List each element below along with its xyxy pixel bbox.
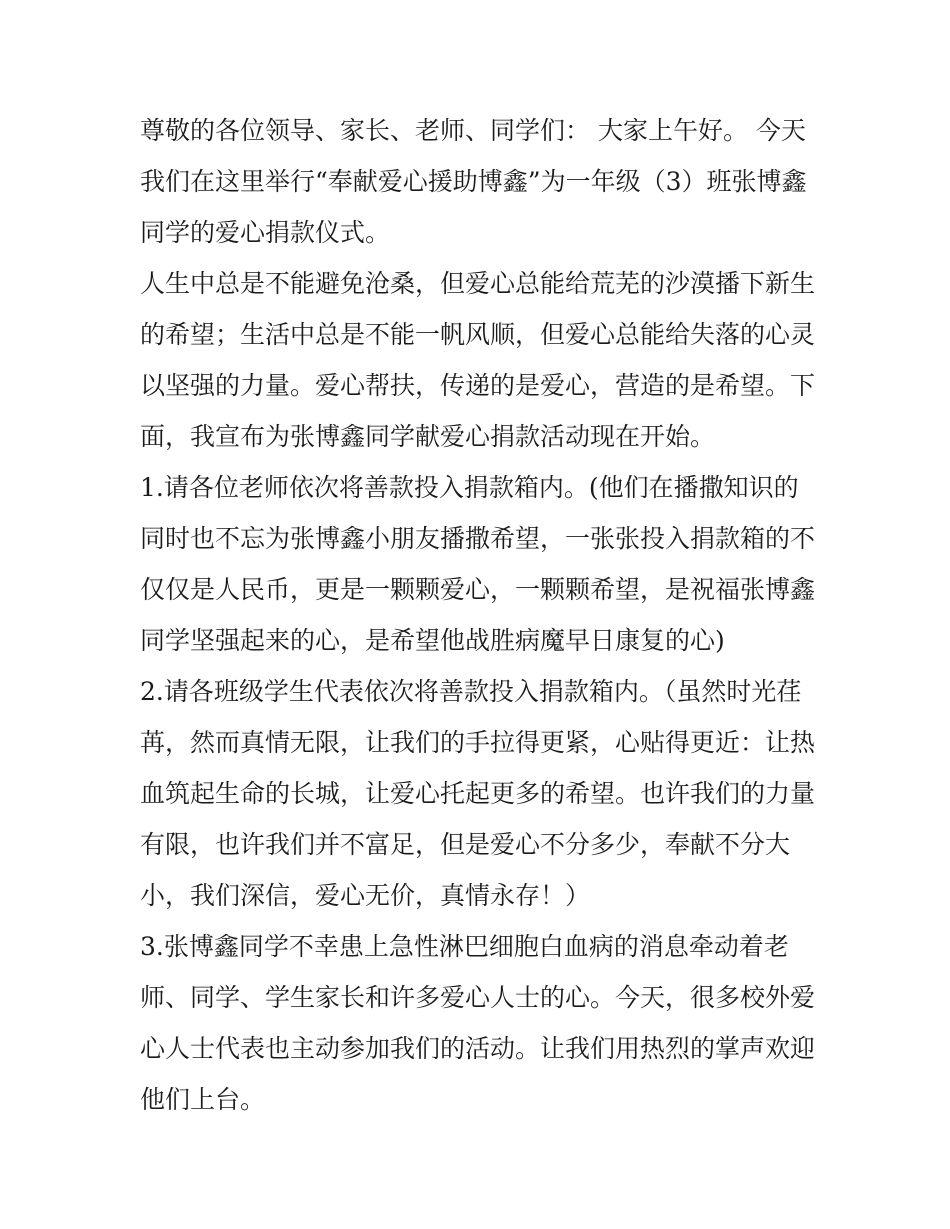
paragraph-step-3-guests: 3.张博鑫同学不幸患上急性淋巴细胞白血病的消息牵动着老师、同学、学生家长和许多爱心人士的心。今天，很多校外爱心人士代表也主动参加我们的活动。让我们用热烈的掌声欢迎他们上台。 (140, 932, 816, 1114)
paragraph-step-2-students: 2.请各班级学生代表依次将善款投入捐款箱内。（虽然时光荏苒，然而真情无限，让我们的手拉得更紧，心贴得更近：让热血筑起生命的长城，让爱心托起更多的希望。也许我们的力量有限，也许我们并不富足，但是爱心不分多少，奉献不分大小，我们深信，爱心无价，真情永存！） (140, 677, 816, 910)
paragraph-opening: 人生中总是不能避免沧桑，但爱心总能给荒芜的沙漠播下新生的希望；生活中总是不能一帆风顺，但爱心总能给失落的心灵以坚强的力量。爱心帮扶，传递的是爱心，营造的是希望。下面，我宣布为张博鑫同学献爱心捐款活动现在开始。 (140, 269, 816, 451)
paragraph-greeting: 尊敬的各位领导、家长、老师、同学们： 大家上午好。 今天我们在这里举行“奉献爱心援助博鑫”为一年级（3）班张博鑫同学的爱心捐款仪式。 (140, 116, 807, 247)
document-body (140, 105, 820, 1125)
paragraph-step-1-teachers: 1.请各位老师依次将善款投入捐款箱内。(他们在播撒知识的同时也不忘为张博鑫小朋友播撒希望，一张张投入捐款箱的不仅仅是人民币，更是一颗颗爱心，一颗颗希望，是祝福张博鑫同学坚强起来的心，是希望他战胜病魔早日康复的心) (140, 473, 816, 655)
